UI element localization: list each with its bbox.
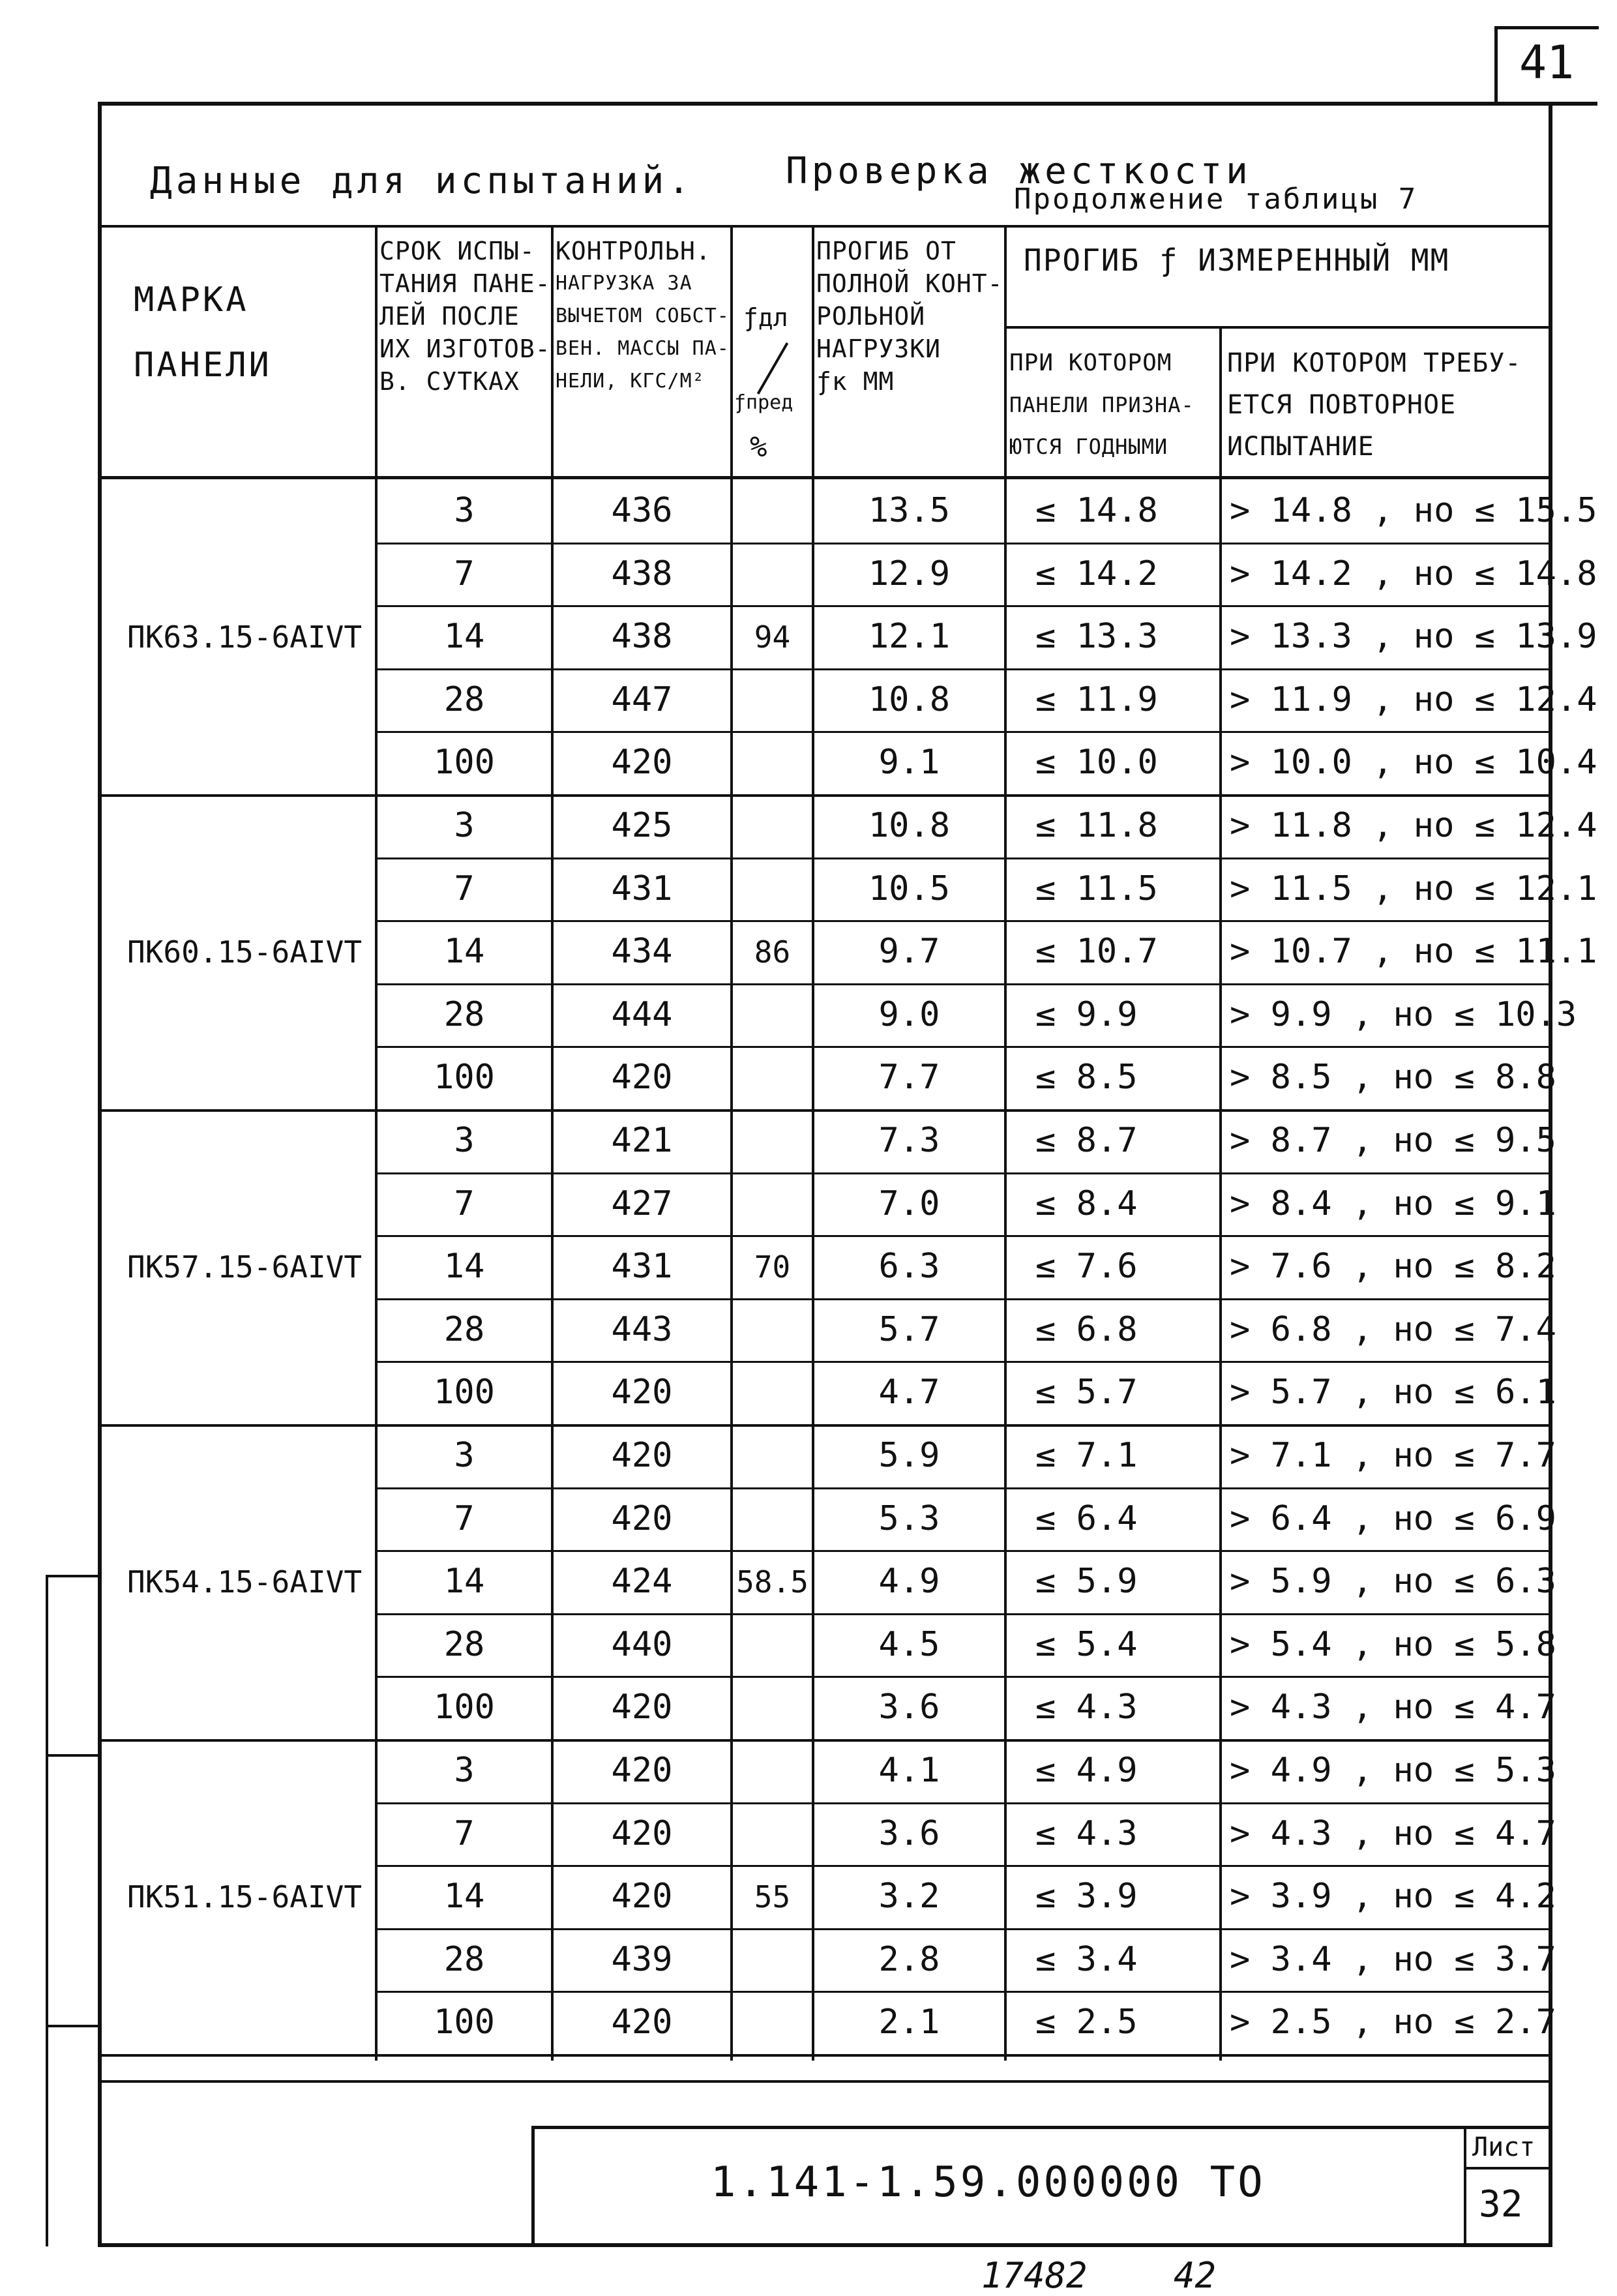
footer-note-left: 17482	[981, 2255, 1088, 2296]
header-continuation: Продолжение таблицы 7	[1014, 183, 1418, 216]
cell-fk: 10.5	[868, 869, 951, 908]
ratio-value: 58.5	[736, 1564, 808, 1600]
col-header-term-line4: ИХ ИЗГОТОВ-	[379, 335, 551, 363]
cell-retest: > 3.9 , но ≤ 4.2	[1230, 1877, 1556, 1916]
cell-fk: 5.3	[878, 1498, 940, 1538]
row-divider	[376, 1487, 1552, 1489]
cell-days: 14	[443, 932, 485, 972]
col-header-retest-line2: ЕТСЯ ПОВТОРНОЕ	[1227, 390, 1457, 420]
row-divider	[376, 1550, 1552, 1552]
cell-fk: 9.7	[878, 932, 940, 972]
cell-retest: > 14.8 , но ≤ 15.5	[1230, 491, 1597, 530]
col-header-retest-line1: ПРИ КОТОРОМ ТРЕБУ-	[1227, 348, 1522, 378]
cell-fk: 4.5	[878, 1624, 940, 1664]
row-divider	[376, 857, 1552, 859]
page-number: 41	[1519, 36, 1575, 89]
cell-retest: > 7.1 , но ≤ 7.7	[1230, 1436, 1556, 1475]
cell-retest: > 9.9 , но ≤ 10.3	[1230, 994, 1577, 1034]
cell-load: 420	[611, 1373, 673, 1412]
binding-strip-v	[46, 1575, 48, 2246]
cell-fit: ≤ 3.9	[1035, 1877, 1138, 1916]
cell-load: 425	[611, 806, 673, 845]
cell-load: 439	[611, 1939, 673, 1979]
row-divider	[376, 920, 1552, 922]
cell-days: 3	[454, 1751, 475, 1790]
cell-days: 3	[454, 806, 475, 845]
group-divider	[98, 2054, 1552, 2057]
col-line-3	[730, 225, 733, 2061]
cell-fit: ≤ 7.6	[1035, 1247, 1138, 1287]
col-header-load	[556, 235, 730, 398]
cell-fk: 4.1	[878, 1751, 940, 1790]
col-header-load-line1: КОНТРОЛЬН.	[556, 237, 711, 265]
cell-retest: > 11.5 , но ≤ 12.1	[1230, 869, 1597, 908]
cell-load: 420	[611, 1436, 673, 1475]
frame-top	[98, 102, 1597, 106]
stamp-sheet-number: 32	[1479, 2183, 1523, 2226]
cell-days: 7	[454, 1498, 475, 1538]
binding-tick-2	[46, 1754, 99, 1757]
col-header-fit	[1009, 342, 1194, 468]
col-header-mark-line1: МАРКА	[134, 280, 249, 320]
col-header-mark-line2: ПАНЕЛИ	[134, 346, 272, 385]
cell-days: 3	[454, 491, 475, 530]
cell-fit: ≤ 8.4	[1035, 1184, 1138, 1223]
row-divider	[376, 1802, 1552, 1804]
panel-mark: ПК54.15-6АIVТ	[127, 1564, 363, 1600]
cell-retest: > 4.9 , но ≤ 5.3	[1230, 1751, 1556, 1790]
cell-load: 434	[611, 932, 673, 972]
cell-retest: > 11.8 , но ≤ 12.4	[1230, 806, 1597, 845]
row-divider	[376, 543, 1552, 544]
cell-fit: ≤ 8.5	[1035, 1058, 1138, 1097]
cell-retest: > 7.6 , но ≤ 8.2	[1230, 1247, 1556, 1287]
stamp-top-line	[98, 2080, 1552, 2083]
col-header-mark	[134, 267, 272, 398]
cell-fk: 7.3	[878, 1121, 940, 1160]
cell-fk: 6.3	[878, 1247, 940, 1287]
row-divider	[376, 1928, 1552, 1930]
cell-days: 28	[443, 1939, 485, 1979]
cell-load: 444	[611, 994, 673, 1034]
cell-fk: 7.0	[878, 1184, 940, 1223]
cell-days: 100	[434, 2003, 495, 2042]
cell-days: 28	[443, 679, 485, 719]
stamp-inner-top	[531, 2126, 1552, 2129]
ratio-value: 70	[754, 1249, 791, 1285]
cell-retest: > 4.3 , но ≤ 4.7	[1230, 1813, 1556, 1853]
cell-fit: ≤ 11.5	[1035, 869, 1158, 908]
cell-days: 7	[454, 1813, 475, 1853]
cell-fk: 10.8	[868, 679, 951, 719]
cell-fit: ≤ 6.4	[1035, 1498, 1138, 1538]
col-header-deflection-line3: РОЛЬНОЙ	[816, 302, 926, 331]
table-top	[98, 225, 1552, 228]
row-divider	[376, 1172, 1552, 1174]
cell-days: 3	[454, 1436, 475, 1475]
col-header-ratio-bottom: ƒпред	[734, 391, 794, 414]
col-header-term-line2: ТАНИЯ ПАНЕ-	[379, 269, 551, 298]
cell-fk: 2.1	[878, 2003, 940, 2042]
cell-retest: > 11.9 , но ≤ 12.4	[1230, 679, 1597, 719]
cell-days: 28	[443, 1624, 485, 1664]
cell-fit: ≤ 13.3	[1035, 617, 1158, 657]
cell-load: 424	[611, 1562, 673, 1602]
cell-days: 100	[434, 743, 495, 783]
cell-days: 100	[434, 1688, 495, 1727]
cell-fk: 3.2	[878, 1877, 940, 1916]
cell-fk: 5.7	[878, 1309, 940, 1349]
col-header-retest	[1227, 342, 1521, 468]
cell-days: 28	[443, 994, 485, 1034]
col-header-deflection-line5: ƒк ММ	[816, 367, 895, 396]
cell-fit: ≤ 11.8	[1035, 806, 1158, 845]
col-header-term-line5: В. СУТКАХ	[379, 367, 520, 396]
row-divider	[376, 1865, 1552, 1867]
cell-days: 14	[443, 1247, 485, 1287]
cell-load: 438	[611, 554, 673, 593]
cell-load: 420	[611, 1751, 673, 1790]
row-divider	[376, 605, 1552, 607]
cell-load: 421	[611, 1121, 673, 1160]
row-divider	[376, 1046, 1552, 1048]
frame-left	[98, 102, 102, 2247]
measured-sub-line	[1004, 326, 1552, 329]
cell-days: 14	[443, 1562, 485, 1602]
cell-load: 420	[611, 2003, 673, 2042]
col-header-fit-line2: ПАНЕЛИ ПРИЗНА-	[1009, 393, 1194, 417]
header-right-title: Проверка жесткости	[786, 150, 1252, 192]
cell-fit: ≤ 10.7	[1035, 932, 1158, 972]
col-header-term	[379, 235, 551, 398]
col-header-term-line1: СРОК ИСПЫ-	[379, 237, 535, 265]
cell-load: 431	[611, 1247, 673, 1287]
col-header-deflection	[816, 235, 1003, 398]
cell-load: 420	[611, 1058, 673, 1097]
cell-retest: > 10.7 , но ≤ 11.1	[1230, 932, 1597, 972]
row-divider	[376, 983, 1552, 985]
cell-fk: 12.1	[868, 617, 951, 657]
cell-retest: > 4.3 , но ≤ 4.7	[1230, 1688, 1556, 1727]
cell-load: 443	[611, 1309, 673, 1349]
cell-load: 420	[611, 743, 673, 783]
cell-fit: ≤ 4.3	[1035, 1688, 1138, 1727]
cell-load: 427	[611, 1184, 673, 1223]
panel-mark: ПК63.15-6АIVТ	[127, 619, 363, 655]
stamp-sheet-mid	[1464, 2167, 1552, 2169]
cell-load: 440	[611, 1624, 673, 1664]
ratio-value: 86	[754, 934, 791, 970]
cell-retest: > 8.5 , но ≤ 8.8	[1230, 1058, 1556, 1097]
cell-load: 431	[611, 869, 673, 908]
cell-days: 100	[434, 1373, 495, 1412]
cell-fk: 13.5	[868, 491, 951, 530]
cell-load: 436	[611, 491, 673, 530]
cell-days: 14	[443, 617, 485, 657]
row-divider	[376, 1991, 1552, 1993]
cell-fit: ≤ 5.4	[1035, 1624, 1138, 1664]
row-divider	[376, 1235, 1552, 1237]
col-header-load-line3: ВЫЧЕТОМ СОБСТ-	[556, 305, 730, 327]
col-header-deflection-line1: ПРОГИБ ОТ	[816, 237, 957, 265]
cell-fk: 4.7	[878, 1373, 940, 1412]
cell-fk: 3.6	[878, 1813, 940, 1853]
cell-fit: ≤ 2.5	[1035, 2003, 1138, 2042]
cell-fit: ≤ 6.8	[1035, 1309, 1138, 1349]
ratio-value: 55	[754, 1879, 791, 1915]
cell-fk: 5.9	[878, 1436, 940, 1475]
panel-mark: ПК60.15-6АIVТ	[127, 934, 363, 970]
cell-fit: ≤ 3.4	[1035, 1939, 1138, 1979]
cell-fk: 10.8	[868, 806, 951, 845]
cell-fit: ≤ 8.7	[1035, 1121, 1138, 1160]
col-header-load-line2: НАГРУЗКА ЗА	[556, 272, 692, 295]
cell-fit: ≤ 10.0	[1035, 743, 1158, 783]
cell-fk: 7.7	[878, 1058, 940, 1097]
cell-load: 420	[611, 1813, 673, 1853]
cell-fit: ≤ 4.9	[1035, 1751, 1138, 1790]
cell-retest: > 8.4 , но ≤ 9.1	[1230, 1184, 1556, 1223]
cell-days: 3	[454, 1121, 475, 1160]
cell-retest: > 3.4 , но ≤ 3.7	[1230, 1939, 1556, 1979]
cell-load: 420	[611, 1498, 673, 1538]
cell-days: 28	[443, 1309, 485, 1349]
cell-retest: > 5.9 , но ≤ 6.3	[1230, 1562, 1556, 1602]
cell-days: 7	[454, 1184, 475, 1223]
binding-tick-1	[46, 1575, 99, 1577]
pagenum-box-left	[1494, 26, 1498, 104]
cell-fk: 9.0	[878, 994, 940, 1034]
row-divider	[376, 1613, 1552, 1615]
cell-retest: > 10.0 , но ≤ 10.4	[1230, 743, 1597, 783]
stamp-inner-left	[531, 2126, 535, 2246]
cell-fit: ≤ 14.8	[1035, 491, 1158, 530]
cell-fit: ≤ 5.9	[1035, 1562, 1138, 1602]
col-header-deflection-line4: НАГРУЗКИ	[816, 335, 942, 363]
col-header-retest-line3: ИСПЫТАНИЕ	[1227, 432, 1374, 462]
cell-load: 420	[611, 1877, 673, 1916]
cell-days: 14	[443, 1877, 485, 1916]
header-left-title: Данные для испытаний.	[150, 160, 694, 202]
panel-mark: ПК57.15-6АIVТ	[127, 1249, 363, 1285]
col-header-ratio-unit: %	[750, 430, 767, 464]
col-header-term-line3: ЛЕЙ ПОСЛЕ	[379, 302, 520, 331]
cell-fit: ≤ 5.7	[1035, 1373, 1138, 1412]
cell-retest: > 8.7 , но ≤ 9.5	[1230, 1121, 1556, 1160]
cell-load: 438	[611, 617, 673, 657]
ratio-slash	[757, 342, 788, 395]
cell-retest: > 6.4 , но ≤ 6.9	[1230, 1498, 1556, 1538]
col-header-deflection-line2: ПОЛНОЙ КОНТ-	[816, 269, 1003, 298]
cell-fit: ≤ 7.1	[1035, 1436, 1138, 1475]
cell-fk: 2.8	[878, 1939, 940, 1979]
ratio-value: 94	[754, 619, 791, 655]
stamp-doc-code: 1.141-1.59.000000 ТО	[711, 2158, 1266, 2207]
cell-fit: ≤ 11.9	[1035, 679, 1158, 719]
footer-note-right: 42	[1174, 2255, 1217, 2296]
cell-days: 7	[454, 554, 475, 593]
cell-load: 420	[611, 1688, 673, 1727]
cell-fit: ≤ 14.2	[1035, 554, 1158, 593]
cell-fk: 9.1	[878, 743, 940, 783]
stamp-sheet-left	[1464, 2126, 1466, 2246]
row-divider	[376, 1676, 1552, 1678]
col-header-measured-group: ПРОГИБ ƒ ИЗМЕРЕННЫЙ ММ	[1024, 243, 1450, 278]
col-header-load-line4: ВЕН. МАССЫ ПА-	[556, 337, 730, 360]
row-divider	[376, 1298, 1552, 1300]
col-header-fit-line1: ПРИ КОТОРОМ	[1009, 350, 1172, 376]
stamp-sheet-label: Лист	[1472, 2132, 1535, 2162]
cell-fit: ≤ 9.9	[1035, 994, 1138, 1034]
panel-mark: ПК51.15-6АIVТ	[127, 1879, 363, 1915]
cell-fk: 12.9	[868, 554, 951, 593]
binding-tick-3	[46, 2025, 99, 2027]
cell-fk: 3.6	[878, 1688, 940, 1727]
cell-retest: > 2.5 , но ≤ 2.7	[1230, 2003, 1556, 2042]
cell-fk: 4.9	[878, 1562, 940, 1602]
cell-retest: > 6.8 , но ≤ 7.4	[1230, 1309, 1556, 1349]
frame-bottom	[98, 2243, 1552, 2247]
cell-retest: > 5.4 , но ≤ 5.8	[1230, 1624, 1556, 1664]
col-header-load-line5: НЕЛИ, КГС/М²	[556, 370, 705, 393]
cell-days: 7	[454, 869, 475, 908]
cell-fit: ≤ 4.3	[1035, 1813, 1138, 1853]
cell-load: 447	[611, 679, 673, 719]
cell-retest: > 13.3 , но ≤ 13.9	[1230, 617, 1597, 657]
col-line-5	[1004, 225, 1007, 2061]
row-divider	[376, 668, 1552, 670]
row-divider	[376, 731, 1552, 733]
cell-days: 100	[434, 1058, 495, 1097]
col-header-fit-line3: ЮТСЯ ГОДНЫМИ	[1009, 434, 1168, 459]
row-divider	[376, 1361, 1552, 1363]
cell-retest: > 5.7 , но ≤ 6.1	[1230, 1373, 1556, 1412]
col-header-ratio-top: ƒдл	[743, 303, 788, 332]
pagenum-box-top	[1494, 26, 1599, 29]
cell-retest: > 14.2 , но ≤ 14.8	[1230, 554, 1597, 593]
